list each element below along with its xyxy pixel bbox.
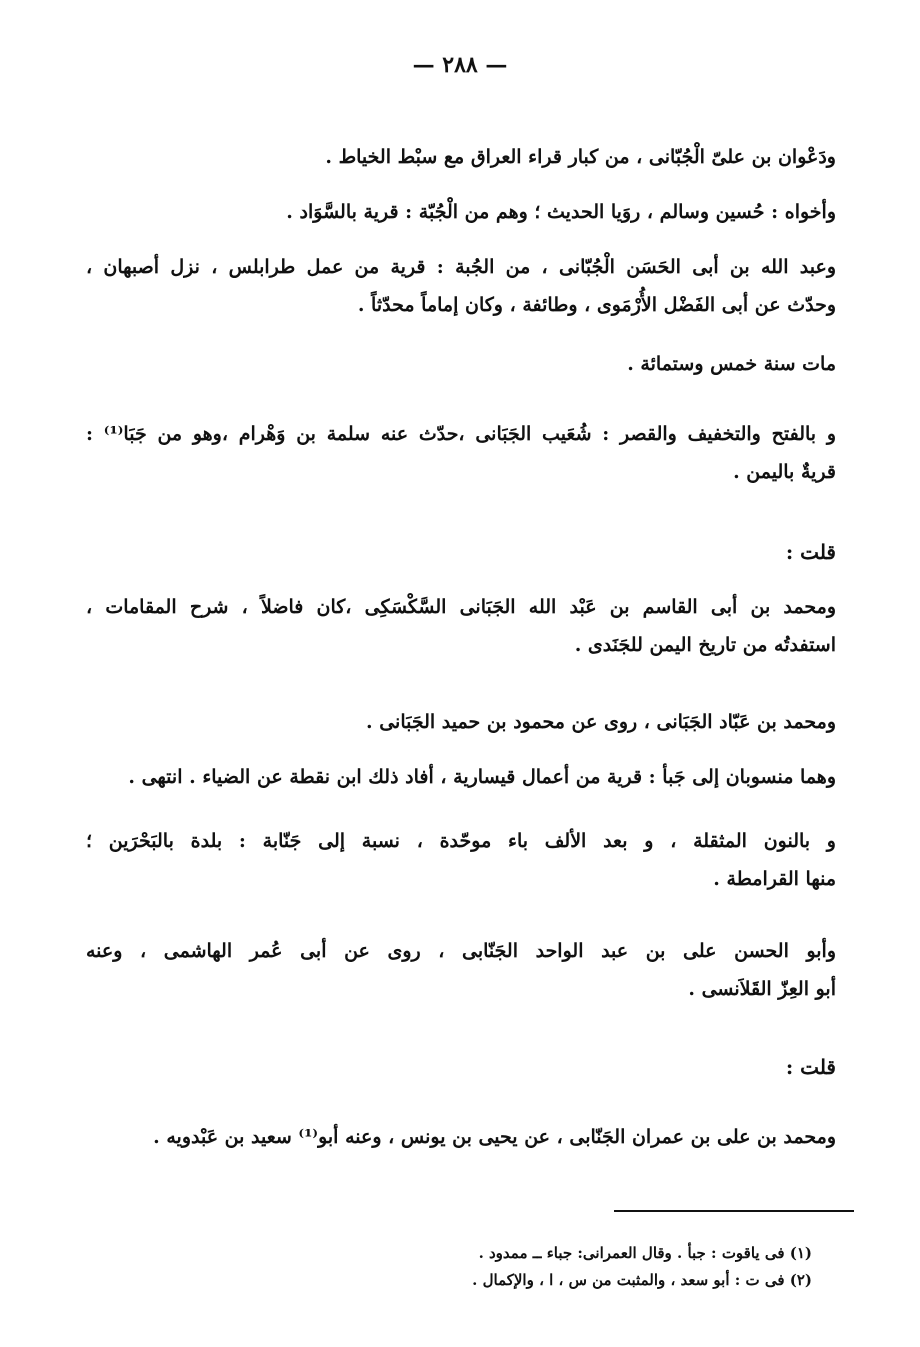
page-number: — ٢٨٨ — xyxy=(412,52,508,78)
paragraph-muhammad-imran xyxy=(86,1118,836,1156)
footnote-1: (١) فى ياقوت : جبأ . وقال العمرانى: جباء ــ ممدود . xyxy=(478,1244,812,1262)
text-line: ومحمد بن عَبّاد الجَبَانى ، روى عن محمود بن حميد الجَبَانى . xyxy=(365,711,836,733)
text-line: وهما منسوبان إلى جَبأ : قرية من أعمال قيسارية ، أفاد ذلك ابن نقطة عن الضياء . انتهى . xyxy=(128,766,836,788)
paragraph-abu-al-hasan xyxy=(86,932,836,1008)
paragraph-muhammad-abbad xyxy=(86,703,836,741)
paragraph-brothers xyxy=(86,193,836,231)
text-line: وأخواه : حُسين وسالم ، روَيا الحديث ؛ وهم من الْجُبّة : قرية بالسَّوَاد . xyxy=(286,201,836,223)
paragraph-jaba-qaysariya xyxy=(86,758,836,796)
text-line: مات سنة خمس وستمائة . xyxy=(627,353,836,375)
text-line: ودَعْوان بن علىّ الْجُبّانى ، من كبار قراء العراق مع سبْط الخياط . xyxy=(325,146,836,168)
text-line: منها القرامطة . xyxy=(713,868,836,890)
text-line: أبو العِزّ القَلاَنسى . xyxy=(688,978,836,1000)
text-line: و بالنون المثقلة ، و بعد الألف باء موحّدة ، نسبة إلى جَنّابة : بلدة بالبَحْرَين ؛ xyxy=(86,830,836,852)
text-line: وعبد الله بن أبى الحَسَن الْجُبّانى ، من الجُبة : قرية من عمل طرابلس ، نزل أصبهان ، xyxy=(86,256,836,278)
text-line: وأبو الحسن على بن عبد الواحد الجَنّابى ، روى عن أبى عُمر الهاشمى ، وعنه xyxy=(86,940,836,962)
text-line: استفدتُه من تاريخ اليمن للجَنَدى . xyxy=(574,634,836,656)
section-heading-qultu: قلت : xyxy=(785,540,836,564)
footnote-divider xyxy=(614,1210,854,1212)
footnote-2: (٢) فى ت : أبو سعد ، والمثبت من س ، ا ، والإكمال . xyxy=(472,1271,812,1289)
text-line: قريةٌ باليمن . xyxy=(733,461,836,483)
paragraph-jannaba xyxy=(86,822,836,898)
paragraph-muhammad-sakaski xyxy=(86,588,836,664)
paragraph-shuayb xyxy=(86,415,836,491)
paragraph-death xyxy=(86,345,836,383)
paragraph-abdallah xyxy=(86,248,836,324)
section-heading-qultu-2: قلت : xyxy=(785,1055,836,1079)
text-line: وحدّث عن أبى الفَضْل الأُرْمَوى ، وطائفة ، وكان إماماً محدّثاً . xyxy=(357,294,836,316)
text-line: ومحمد بن أبى القاسم بن عَبْد الله الجَبَانى السَّكْسَكِى ،كان فاضلاً ، شرح المقامات ، xyxy=(86,596,836,618)
footnotes xyxy=(312,1240,812,1294)
text-line: و بالفتح والتخفيف والقصر : شُعَيب الجَبَانى ،حدّث عنه سلمة بن وَهْرام ،وهو من جَبَا⁽¹⁾ : xyxy=(86,423,836,445)
text-line: ومحمد بن على بن عمران الجَنّابى ، عن يحيى بن يونس ، وعنه أبو⁽¹⁾ سعيد بن عَبْدويه . xyxy=(153,1126,836,1148)
paragraph-dawan xyxy=(86,138,836,176)
